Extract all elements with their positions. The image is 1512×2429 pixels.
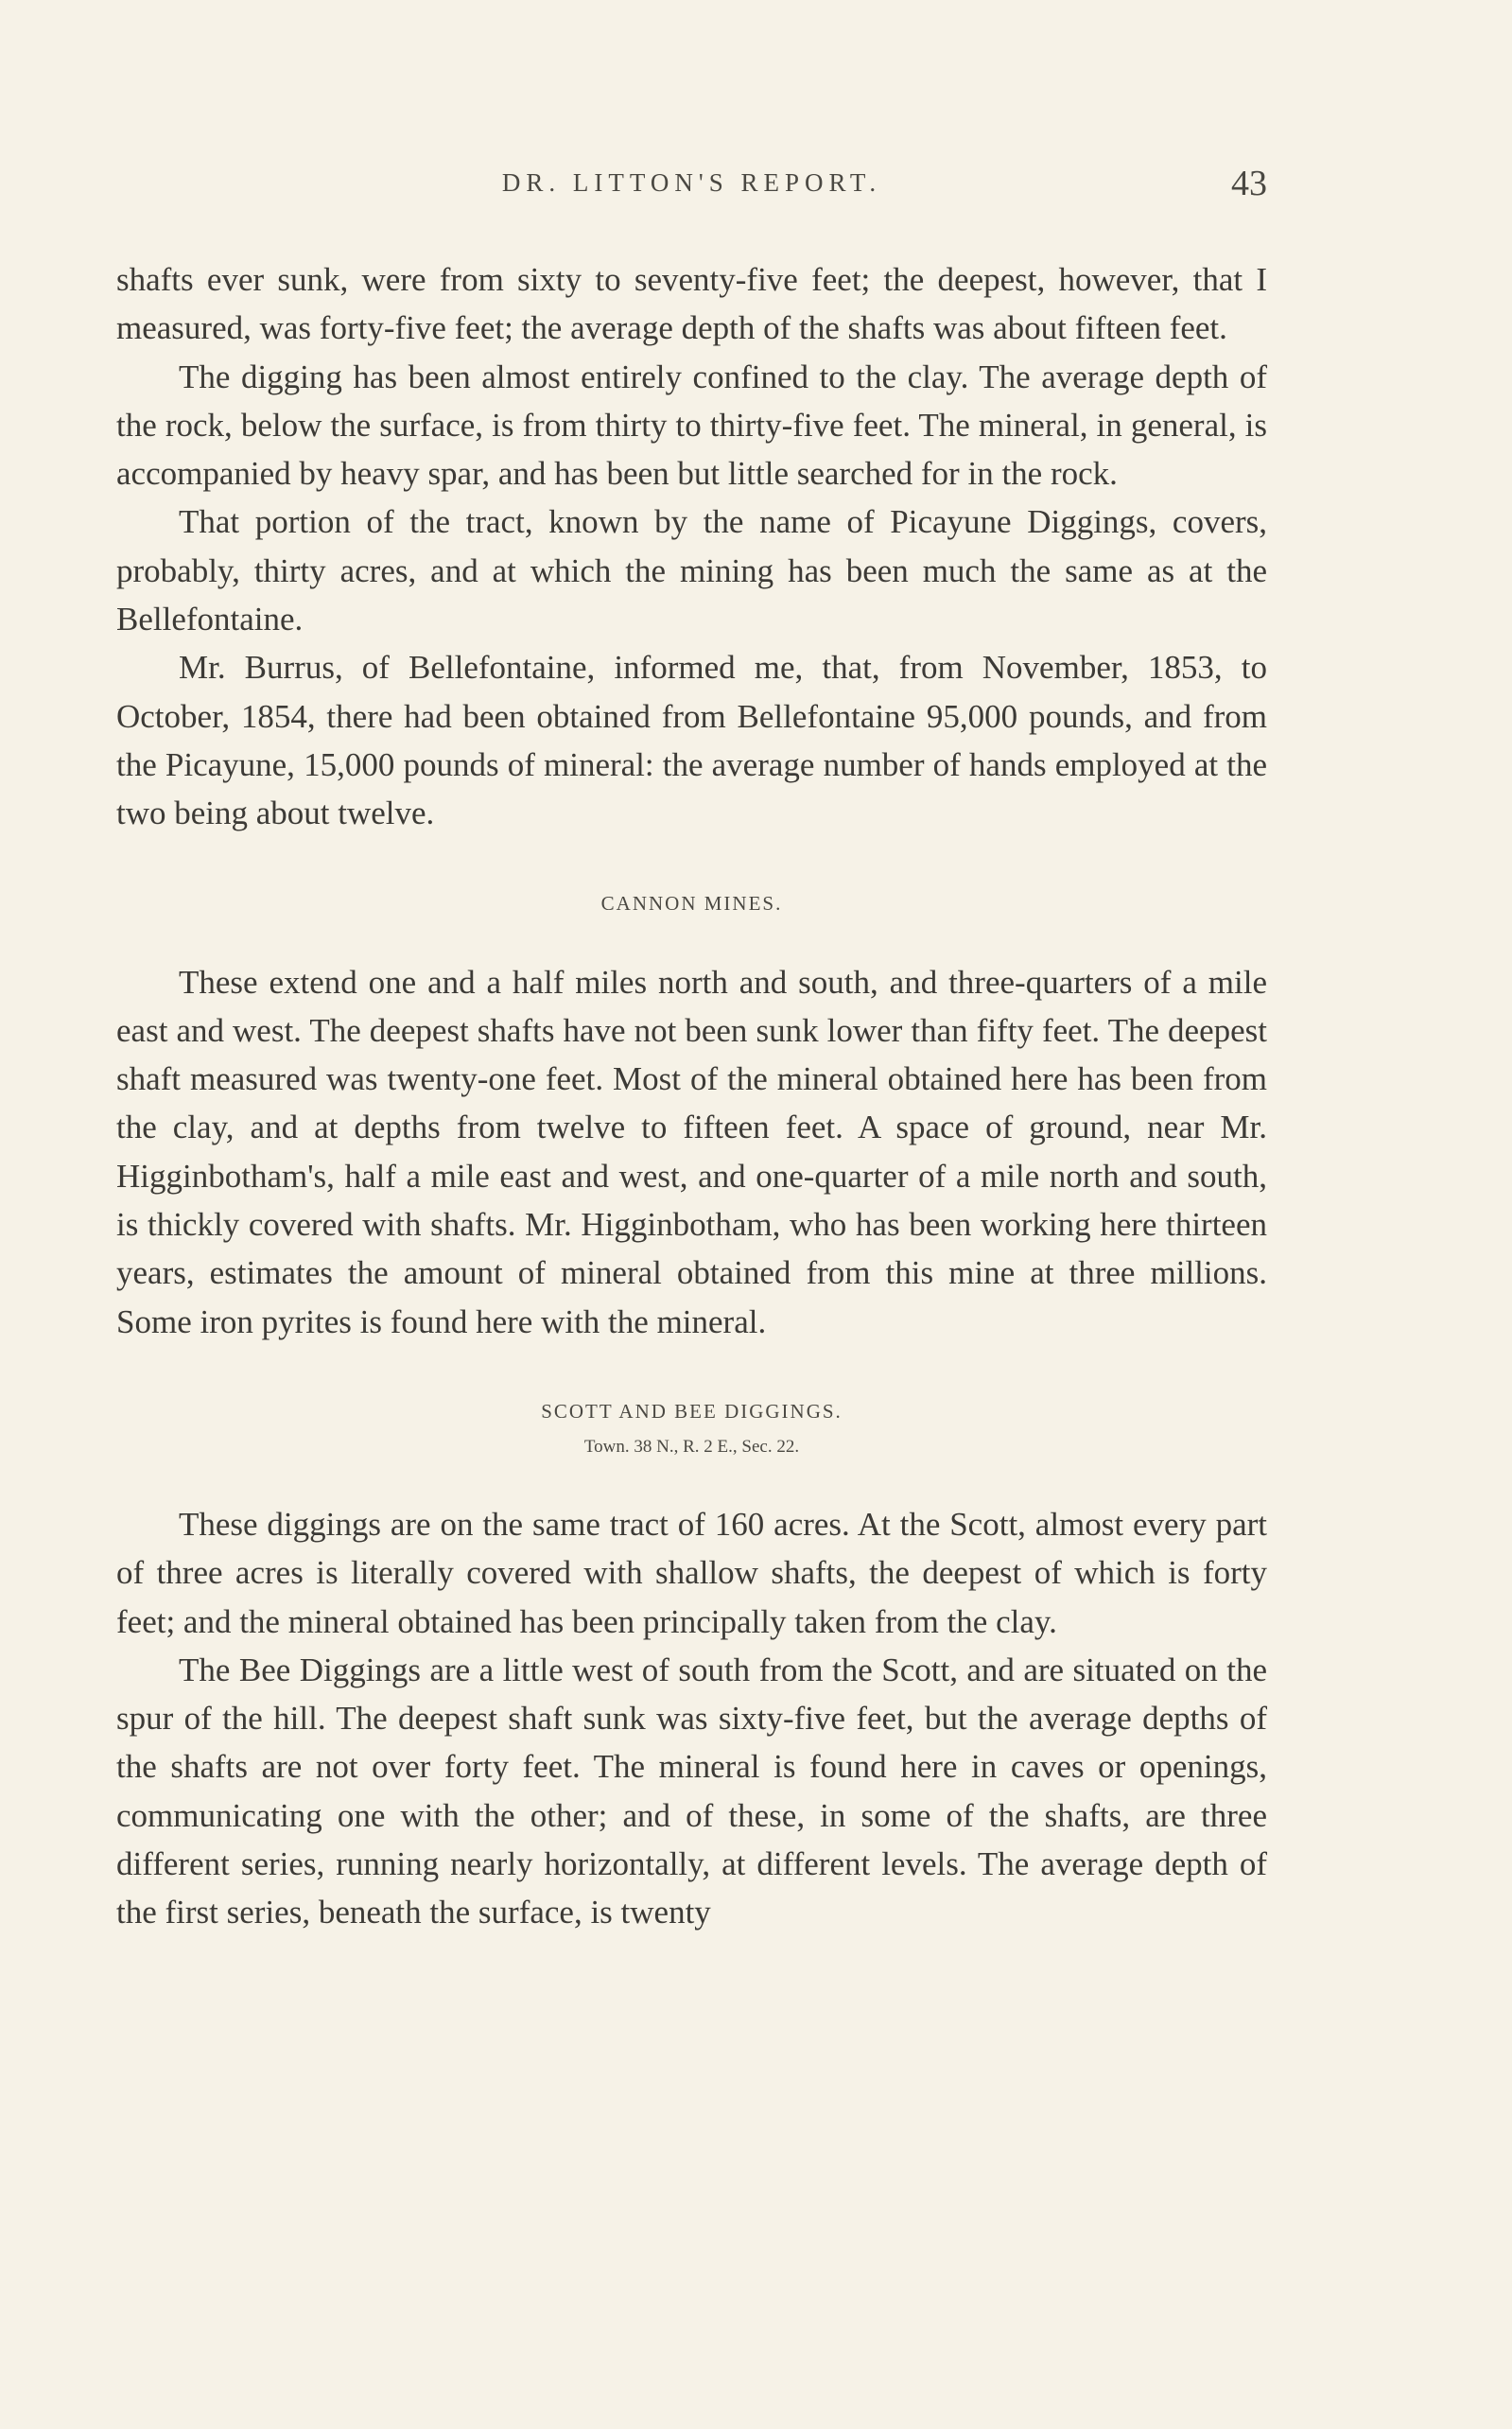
paragraph: The digging has been almost entirely confined to the clay. The average depth of the rock, below the surface, is from thirty to thirty-five feet. The mineral, in general, is accompanied by heavy spar, and has been but little searched for in the rock.	[116, 358, 1267, 493]
paragraph: The Bee Diggings are a little west of south from the Scott, and are situated on the spur of the hill. The deepest shaft sunk was sixty-five feet, but the average depths of the shafts are not over forty feet. The mineral is found here in caves or openings, communicating one with the other; and of these, in some of the shafts, are three different series, running nearly horizontally, at different levels. The average depth of the first series, beneath the surface, is twenty	[116, 1651, 1267, 1931]
running-head	[116, 159, 1267, 216]
paragraph-continuation: shafts ever sunk, were from sixty to seventy-five feet; the deepest, however, that I measured, was forty-five feet; the average depth of the shafts was about fifteen feet.	[116, 261, 1267, 347]
paragraph: Mr. Burrus, of Bellefontaine, informed me, that, from November, 1853, to October, 1854, there had been obtained from Bellefontaine 95,000 pounds, and from the Picayune, 15,000 pounds of mineral: the average number of hands employed at the two being about twelve.	[116, 649, 1267, 832]
body-text	[116, 255, 1267, 1937]
paragraph: That portion of the tract, known by the name of Picayune Diggings, covers, probably, thirty acres, and at which the mining has been much the same as at the Bellefontaine.	[116, 503, 1267, 638]
section-heading-scott-and-bee: SCOTT AND BEE DIGGINGS.	[541, 1399, 843, 1423]
paragraph: These extend one and a half miles north and south, and three-quarters of a mile east and west. The deepest shafts have not been sunk lower than fifty feet. The deepest shaft measured was twenty-one feet. Most of the mineral obtained here has been from the clay, and at depths from twelve to fifteen feet. A space of ground, near Mr. Higginbotham's, half a mile east and west, and one-quarter of a mile north and south, is thickly covered with shafts. Mr. Higginbotham, who has been working here thirteen years, estimates the amount of mineral obtained from this mine at three millions. Some iron pyrites is found here with the mineral.	[116, 963, 1267, 1340]
section-heading-cannon-mines: CANNON MINES.	[600, 891, 783, 915]
running-title: DR. LITTON'S REPORT.	[501, 168, 882, 197]
paragraph: These diggings are on the same tract of 160 acres. At the Scott, almost every part of three acres is literally covered with shallow shafts, the deepest of which is forty feet; and the mineral obtained has been principally taken from the clay.	[116, 1505, 1267, 1640]
section-subheading-location: Town. 38 N., R. 2 E., Sec. 22.	[583, 1436, 800, 1457]
page-number: 43	[1231, 164, 1267, 203]
